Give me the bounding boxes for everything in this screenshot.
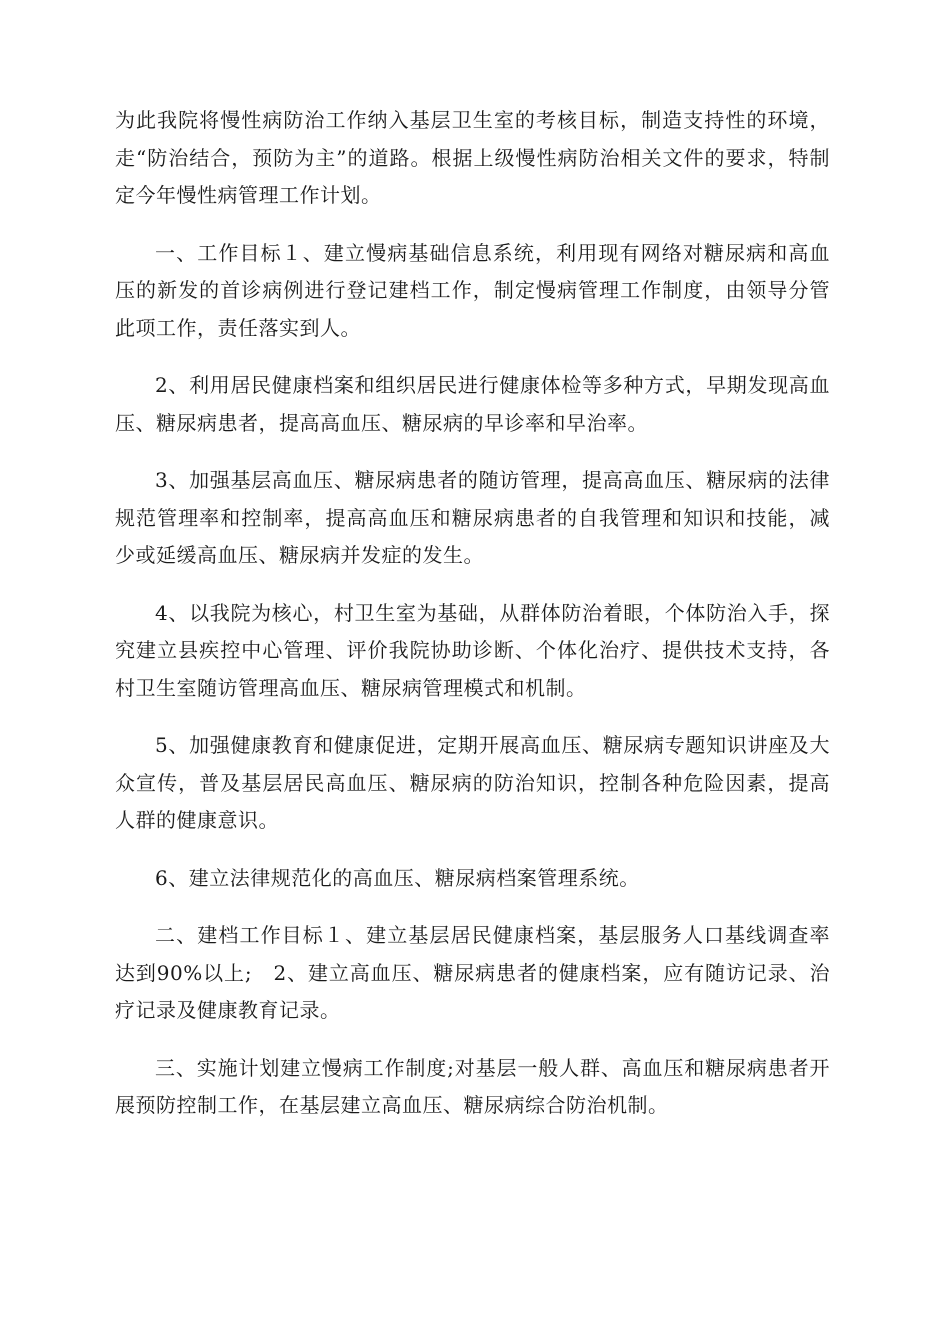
paragraph-filing-goals: 二、建档工作目标１、建立基层居民健康档案，基层服务人口基线调查率达到90%以上; 2、建立高血压、糖尿病患者的健康档案，应有随访记录、治疗记录及健康教育记录。 [115,923,830,1022]
paragraph-goal-6: 6、建立法律规范化的高血压、糖尿病档案管理系统。 [155,865,640,890]
paragraph-intro: 为此我院将慢性病防治工作纳入基层卫生室的考核目标，制造支持性的环境，走“防治结合，预防为主”的道路。根据上级慢性病防治相关文件的要求，特制定今年慢性病管理工作计划。 [115,108,830,207]
paragraph-implementation-plan: 三、实施计划建立慢病工作制度;对基层一般人群、高血压和糖尿病患者开展预防控制工作，在基层建立高血压、糖尿病综合防治机制。 [115,1055,830,1117]
paragraph-goal-5: 5、加强健康教育和健康促进，定期开展高血压、糖尿病专题知识讲座及大众宣传，普及基层居民高血压、糖尿病的防治知识，控制各种危险因素，提高人群的健康意识。 [115,733,830,832]
paragraph-goal-3: 3、加强基层高血压、糖尿病患者的随访管理，提高高血压、糖尿病的法律规范管理率和控制率，提高高血压和糖尿病患者的自我管理和知识和技能，减少或延缓高血压、糖尿病并发症的发生。 [115,468,830,567]
paragraph-goal-2: 2、利用居民健康档案和组织居民进行健康体检等多种方式，早期发现高血压、糖尿病患者，提高高血压、糖尿病的早诊率和早治率。 [115,373,830,435]
paragraph-goal-4: 4、以我院为核心，村卫生室为基础，从群体防治着眼，个体防治入手，探究建立县疾控中心管理、评价我院协助诊断、个体化治疗、提供技术支持，各村卫生室随访管理高血压、糖尿病管理模式和机制。 [115,600,830,700]
document-body [115,102,830,1145]
paragraph-goal-1: 一、工作目标１、建立慢病基础信息系统，利用现有网络对糖尿病和高血压的新发的首诊病例进行登记建档工作，制定慢病管理工作制度，由领导分管此项工作，责任落实到人。 [115,240,830,340]
